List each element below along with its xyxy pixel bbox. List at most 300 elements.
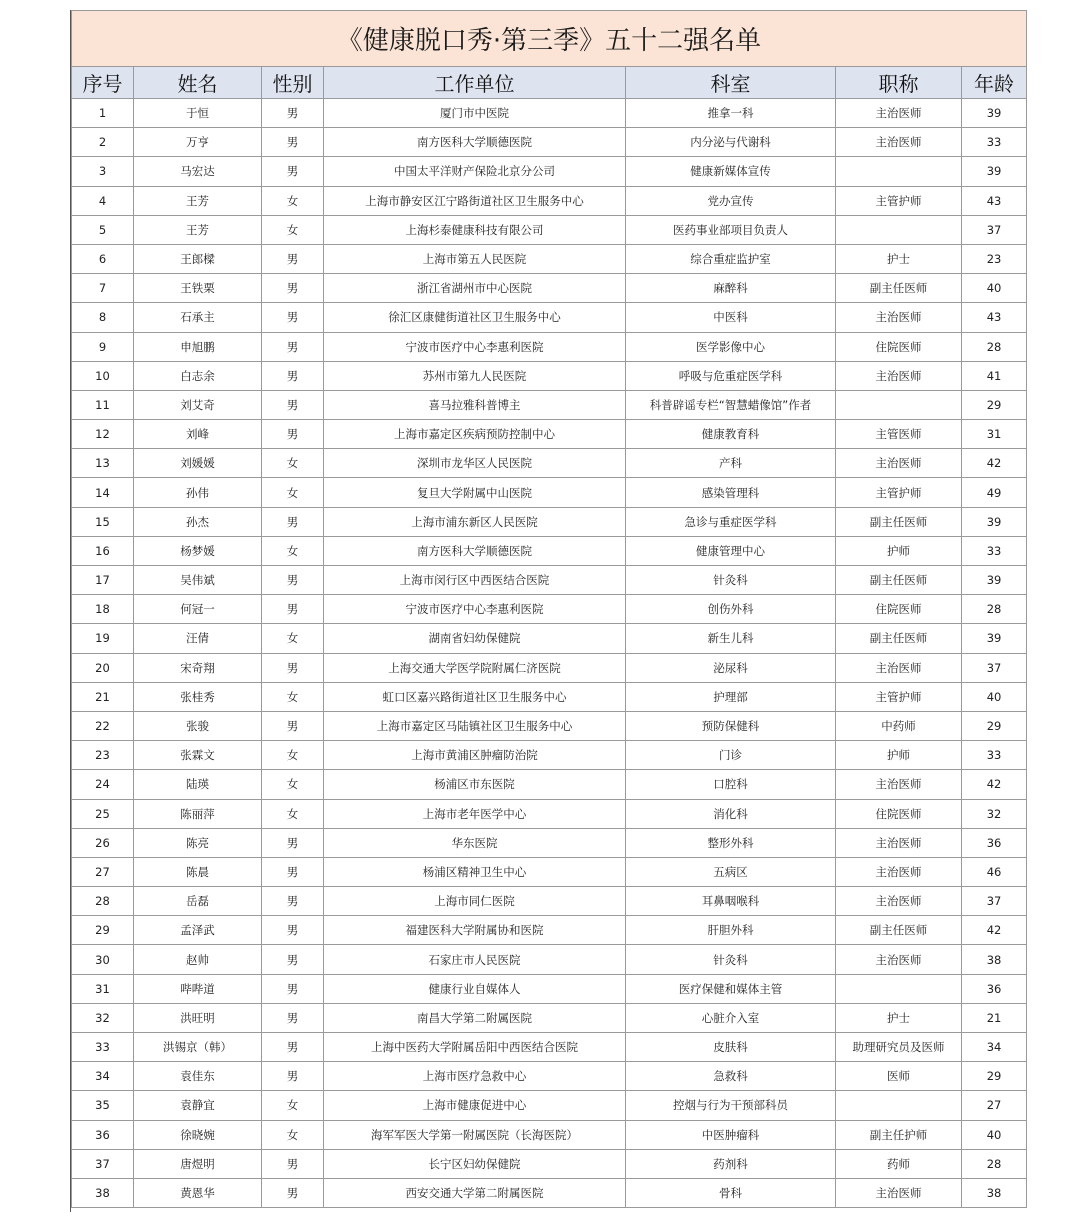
- cell-department: 党办宣传: [626, 186, 836, 215]
- cell-gender: 男: [262, 887, 324, 916]
- cell-gender: 男: [262, 828, 324, 857]
- cell-gender: 女: [262, 1091, 324, 1120]
- table-row: [72, 507, 1027, 536]
- cell-gender: 男: [262, 566, 324, 595]
- cell-index: 29: [72, 916, 134, 945]
- cell-age: 28: [962, 332, 1027, 361]
- table-row: [72, 887, 1027, 916]
- cell-workplace: 健康行业自媒体人: [324, 974, 626, 1003]
- table-row: [72, 1091, 1027, 1120]
- cell-name: 马宏达: [134, 157, 262, 186]
- cell-gender: 男: [262, 1062, 324, 1091]
- cell-workplace: 徐汇区康健街道社区卫生服务中心: [324, 303, 626, 332]
- cell-index: 28: [72, 887, 134, 916]
- cell-title: 主管护师: [836, 682, 962, 711]
- cell-workplace: 长宁区妇幼保健院: [324, 1149, 626, 1178]
- cell-title: 副主任医师: [836, 624, 962, 653]
- cell-title: [836, 157, 962, 186]
- cell-department: 医学影像中心: [626, 332, 836, 361]
- cell-workplace: 厦门市中医院: [324, 99, 626, 128]
- cell-index: 17: [72, 566, 134, 595]
- cell-age: 37: [962, 887, 1027, 916]
- cell-department: 呼吸与危重症医学科: [626, 361, 836, 390]
- cell-name: 杨梦媛: [134, 536, 262, 565]
- cell-gender: 女: [262, 449, 324, 478]
- cell-department: 急救科: [626, 1062, 836, 1091]
- cell-name: 刘艾奇: [134, 390, 262, 419]
- cell-age: 31: [962, 420, 1027, 449]
- cell-title: 护师: [836, 741, 962, 770]
- cell-workplace: 上海交通大学医学院附属仁济医院: [324, 653, 626, 682]
- cell-name: 孙伟: [134, 478, 262, 507]
- cell-title: 住院医师: [836, 799, 962, 828]
- cell-department: 感染管理科: [626, 478, 836, 507]
- cell-name: 张霖文: [134, 741, 262, 770]
- cell-name: 于恒: [134, 99, 262, 128]
- cell-department: 门诊: [626, 741, 836, 770]
- cell-department: 药剂科: [626, 1149, 836, 1178]
- table-row: [72, 1033, 1027, 1062]
- header-age: 年龄: [962, 67, 1027, 99]
- cell-gender: 男: [262, 332, 324, 361]
- cell-title: 护师: [836, 536, 962, 565]
- cell-title: [836, 1091, 962, 1120]
- cell-department: 推拿一科: [626, 99, 836, 128]
- cell-gender: 男: [262, 274, 324, 303]
- cell-title: 主治医师: [836, 828, 962, 857]
- cell-department: 产科: [626, 449, 836, 478]
- cell-gender: 女: [262, 186, 324, 215]
- cell-gender: 男: [262, 945, 324, 974]
- cell-department: 皮肤科: [626, 1033, 836, 1062]
- cell-workplace: 海军军医大学第一附属医院（长海医院）: [324, 1120, 626, 1149]
- table-row: [72, 536, 1027, 565]
- cell-name: 申旭鹏: [134, 332, 262, 361]
- cell-gender: 男: [262, 99, 324, 128]
- cell-title: 主治医师: [836, 653, 962, 682]
- cell-department: 口腔科: [626, 770, 836, 799]
- cell-workplace: 虹口区嘉兴路街道社区卫生服务中心: [324, 682, 626, 711]
- cell-gender: 男: [262, 1033, 324, 1062]
- cell-index: 27: [72, 857, 134, 886]
- cell-index: 37: [72, 1149, 134, 1178]
- cell-workplace: 杨浦区市东医院: [324, 770, 626, 799]
- cell-gender: 女: [262, 1120, 324, 1149]
- cell-department: 心脏介入室: [626, 1003, 836, 1032]
- cell-name: 刘媛媛: [134, 449, 262, 478]
- cell-gender: 男: [262, 157, 324, 186]
- table-row: [72, 682, 1027, 711]
- cell-name: 陆瑛: [134, 770, 262, 799]
- cell-name: 石承主: [134, 303, 262, 332]
- table-row: [72, 449, 1027, 478]
- cell-title: 主管护师: [836, 478, 962, 507]
- cell-age: 41: [962, 361, 1027, 390]
- cell-workplace: 南昌大学第二附属医院: [324, 1003, 626, 1032]
- cell-age: 28: [962, 1149, 1027, 1178]
- cell-age: 29: [962, 711, 1027, 740]
- cell-department: 中医科: [626, 303, 836, 332]
- cell-gender: 男: [262, 595, 324, 624]
- cell-age: 28: [962, 595, 1027, 624]
- cell-name: 王铁栗: [134, 274, 262, 303]
- cell-department: 骨科: [626, 1178, 836, 1207]
- table-row: [72, 157, 1027, 186]
- table-row: [72, 128, 1027, 157]
- table-row: [72, 244, 1027, 273]
- cell-age: 42: [962, 770, 1027, 799]
- table-row: [72, 274, 1027, 303]
- cell-title: 主治医师: [836, 1178, 962, 1207]
- cell-gender: 女: [262, 741, 324, 770]
- cell-index: 25: [72, 799, 134, 828]
- table-row: [72, 1062, 1027, 1091]
- cell-name: 何冠一: [134, 595, 262, 624]
- cell-index: 7: [72, 274, 134, 303]
- cell-name: 万亨: [134, 128, 262, 157]
- cell-name: 袁静宜: [134, 1091, 262, 1120]
- cell-title: 主治医师: [836, 99, 962, 128]
- cell-workplace: 苏州市第九人民医院: [324, 361, 626, 390]
- cell-workplace: 喜马拉雅科普博主: [324, 390, 626, 419]
- cell-gender: 男: [262, 128, 324, 157]
- cell-department: 针灸科: [626, 566, 836, 595]
- cell-index: 5: [72, 215, 134, 244]
- cell-index: 9: [72, 332, 134, 361]
- cell-gender: 女: [262, 478, 324, 507]
- cell-index: 26: [72, 828, 134, 857]
- cell-index: 20: [72, 653, 134, 682]
- cell-age: 27: [962, 1091, 1027, 1120]
- table-row: [72, 420, 1027, 449]
- cell-gender: 男: [262, 653, 324, 682]
- table-row: [72, 303, 1027, 332]
- cell-index: 18: [72, 595, 134, 624]
- cell-gender: 女: [262, 799, 324, 828]
- cell-age: 23: [962, 244, 1027, 273]
- cell-age: 33: [962, 536, 1027, 565]
- cell-name: 徐晓婉: [134, 1120, 262, 1149]
- cell-age: 21: [962, 1003, 1027, 1032]
- cell-name: 洪旺明: [134, 1003, 262, 1032]
- cell-gender: 女: [262, 682, 324, 711]
- cell-age: 34: [962, 1033, 1027, 1062]
- cell-department: 急诊与重症医学科: [626, 507, 836, 536]
- cell-workplace: 上海中医药大学附属岳阳中西医结合医院: [324, 1033, 626, 1062]
- table-row: [72, 1120, 1027, 1149]
- cell-age: 37: [962, 215, 1027, 244]
- cell-age: 39: [962, 566, 1027, 595]
- cell-workplace: 南方医科大学顺德医院: [324, 128, 626, 157]
- cell-gender: 男: [262, 1178, 324, 1207]
- cell-name: 孙杰: [134, 507, 262, 536]
- cell-department: 耳鼻咽喉科: [626, 887, 836, 916]
- cell-department: 消化科: [626, 799, 836, 828]
- header-title: 职称: [836, 67, 962, 99]
- cell-name: 王芳: [134, 186, 262, 215]
- table-row: [72, 186, 1027, 215]
- table-row: [72, 624, 1027, 653]
- cell-gender: 男: [262, 916, 324, 945]
- cell-gender: 男: [262, 361, 324, 390]
- cell-age: 36: [962, 974, 1027, 1003]
- cell-age: 33: [962, 128, 1027, 157]
- cell-index: 34: [72, 1062, 134, 1091]
- cell-workplace: 宁波市医疗中心李惠利医院: [324, 595, 626, 624]
- cell-name: 张桂秀: [134, 682, 262, 711]
- cell-name: 哔哔道: [134, 974, 262, 1003]
- cell-gender: 男: [262, 974, 324, 1003]
- cell-title: 主管护师: [836, 186, 962, 215]
- cell-index: 14: [72, 478, 134, 507]
- cell-workplace: 上海市静安区江宁路街道社区卫生服务中心: [324, 186, 626, 215]
- cell-title: 助理研究员及医师: [836, 1033, 962, 1062]
- cell-age: 40: [962, 274, 1027, 303]
- cell-department: 创伤外科: [626, 595, 836, 624]
- cell-title: 住院医师: [836, 332, 962, 361]
- cell-title: 副主任医师: [836, 566, 962, 595]
- cell-index: 24: [72, 770, 134, 799]
- cell-index: 10: [72, 361, 134, 390]
- cell-index: 31: [72, 974, 134, 1003]
- cell-age: 29: [962, 390, 1027, 419]
- spreadsheet: [71, 10, 1026, 1208]
- cell-workplace: 湖南省妇幼保健院: [324, 624, 626, 653]
- cell-workplace: 南方医科大学顺德医院: [324, 536, 626, 565]
- cell-age: 39: [962, 624, 1027, 653]
- cell-age: 40: [962, 682, 1027, 711]
- cell-age: 42: [962, 916, 1027, 945]
- cell-workplace: 复旦大学附属中山医院: [324, 478, 626, 507]
- cell-age: 36: [962, 828, 1027, 857]
- cell-name: 宋奇翔: [134, 653, 262, 682]
- cell-workplace: 华东医院: [324, 828, 626, 857]
- cell-department: 内分泌与代谢科: [626, 128, 836, 157]
- header-name: 姓名: [134, 67, 262, 99]
- table-row: [72, 916, 1027, 945]
- cell-gender: 男: [262, 1149, 324, 1178]
- cell-index: 6: [72, 244, 134, 273]
- cell-name: 洪锡京（韩）: [134, 1033, 262, 1062]
- table-row: [72, 99, 1027, 128]
- cell-title: 主治医师: [836, 770, 962, 799]
- table-row: [72, 1149, 1027, 1178]
- cell-title: 主治医师: [836, 303, 962, 332]
- table-row: [72, 1178, 1027, 1207]
- cell-age: 40: [962, 1120, 1027, 1149]
- table-row: [72, 799, 1027, 828]
- cell-age: 38: [962, 945, 1027, 974]
- cell-index: 1: [72, 99, 134, 128]
- cell-title: [836, 974, 962, 1003]
- cell-workplace: 福建医科大学附属协和医院: [324, 916, 626, 945]
- cell-index: 3: [72, 157, 134, 186]
- table-row: [72, 215, 1027, 244]
- cell-index: 21: [72, 682, 134, 711]
- cell-department: 肝胆外科: [626, 916, 836, 945]
- cell-age: 46: [962, 857, 1027, 886]
- cell-workplace: 中国太平洋财产保险北京分公司: [324, 157, 626, 186]
- cell-gender: 女: [262, 770, 324, 799]
- cell-department: 健康管理中心: [626, 536, 836, 565]
- table-row: [72, 566, 1027, 595]
- table-row: [72, 390, 1027, 419]
- cell-workplace: 上海市医疗急救中心: [324, 1062, 626, 1091]
- cell-workplace: 上海市老年医学中心: [324, 799, 626, 828]
- table-row: [72, 711, 1027, 740]
- cell-department: 医药事业部项目负责人: [626, 215, 836, 244]
- cell-department: 泌尿科: [626, 653, 836, 682]
- header-department: 科室: [626, 67, 836, 99]
- cell-department: 预防保健科: [626, 711, 836, 740]
- header-workplace: 工作单位: [324, 67, 626, 99]
- cell-title: 护士: [836, 1003, 962, 1032]
- table-row: [72, 974, 1027, 1003]
- cell-index: 38: [72, 1178, 134, 1207]
- cell-age: 33: [962, 741, 1027, 770]
- table-row: [72, 857, 1027, 886]
- cell-title: 副主任医师: [836, 274, 962, 303]
- cell-title: [836, 390, 962, 419]
- cell-gender: 男: [262, 420, 324, 449]
- cell-index: 30: [72, 945, 134, 974]
- cell-workplace: 杨浦区精神卫生中心: [324, 857, 626, 886]
- cell-title: 主治医师: [836, 857, 962, 886]
- table-row: [72, 741, 1027, 770]
- cell-age: 37: [962, 653, 1027, 682]
- table-row: [72, 1003, 1027, 1032]
- cell-department: 中医肿瘤科: [626, 1120, 836, 1149]
- cell-title: 副主任护师: [836, 1120, 962, 1149]
- cell-name: 吴伟斌: [134, 566, 262, 595]
- cell-age: 39: [962, 157, 1027, 186]
- cell-name: 王芳: [134, 215, 262, 244]
- cell-index: 19: [72, 624, 134, 653]
- cell-title: 主治医师: [836, 887, 962, 916]
- cell-name: 白志余: [134, 361, 262, 390]
- cell-name: 孟泽武: [134, 916, 262, 945]
- cell-workplace: 上海市黄浦区肿瘤防治院: [324, 741, 626, 770]
- cell-gender: 男: [262, 507, 324, 536]
- cell-gender: 男: [262, 857, 324, 886]
- cell-name: 王郎樑: [134, 244, 262, 273]
- cell-index: 35: [72, 1091, 134, 1120]
- cell-title: 主治医师: [836, 128, 962, 157]
- cell-name: 刘峰: [134, 420, 262, 449]
- cell-index: 33: [72, 1033, 134, 1062]
- cell-name: 岳磊: [134, 887, 262, 916]
- cell-name: 袁佳东: [134, 1062, 262, 1091]
- cell-index: 16: [72, 536, 134, 565]
- cell-index: 4: [72, 186, 134, 215]
- cell-index: 12: [72, 420, 134, 449]
- sheet-title: 《健康脱口秀·第三季》五十二强名单: [72, 11, 1027, 67]
- cell-title: 医师: [836, 1062, 962, 1091]
- cell-age: 32: [962, 799, 1027, 828]
- cell-workplace: 上海市同仁医院: [324, 887, 626, 916]
- cell-name: 陈丽萍: [134, 799, 262, 828]
- cell-index: 15: [72, 507, 134, 536]
- cell-department: 护理部: [626, 682, 836, 711]
- cell-index: 13: [72, 449, 134, 478]
- cell-age: 42: [962, 449, 1027, 478]
- cell-department: 新生儿科: [626, 624, 836, 653]
- cell-workplace: 上海市嘉定区疾病预防控制中心: [324, 420, 626, 449]
- cell-department: 麻醉科: [626, 274, 836, 303]
- cell-gender: 男: [262, 244, 324, 273]
- header-row: [72, 67, 1027, 99]
- table-row: [72, 595, 1027, 624]
- cell-age: 43: [962, 186, 1027, 215]
- cell-gender: 女: [262, 215, 324, 244]
- cell-workplace: 西安交通大学第二附属医院: [324, 1178, 626, 1207]
- cell-workplace: 上海市闵行区中西医结合医院: [324, 566, 626, 595]
- cell-department: 控烟与行为干预部科员: [626, 1091, 836, 1120]
- name-list-table: [71, 10, 1027, 1208]
- cell-index: 8: [72, 303, 134, 332]
- cell-age: 43: [962, 303, 1027, 332]
- cell-department: 五病区: [626, 857, 836, 886]
- table-row: [72, 653, 1027, 682]
- cell-title: 住院医师: [836, 595, 962, 624]
- header-gender: 性别: [262, 67, 324, 99]
- cell-name: 唐煜明: [134, 1149, 262, 1178]
- cell-department: 医疗保健和媒体主管: [626, 974, 836, 1003]
- cell-title: 副主任医师: [836, 507, 962, 536]
- cell-name: 赵帅: [134, 945, 262, 974]
- cell-workplace: 上海杉泰健康科技有限公司: [324, 215, 626, 244]
- cell-title: 主管医师: [836, 420, 962, 449]
- header-index: 序号: [72, 67, 134, 99]
- cell-department: 健康教育科: [626, 420, 836, 449]
- cell-name: 张骏: [134, 711, 262, 740]
- cell-workplace: 浙江省湖州市中心医院: [324, 274, 626, 303]
- cell-title: 副主任医师: [836, 916, 962, 945]
- cell-name: 黄恩华: [134, 1178, 262, 1207]
- cell-title: 护士: [836, 244, 962, 273]
- cell-age: 39: [962, 507, 1027, 536]
- cell-name: 陈亮: [134, 828, 262, 857]
- cell-gender: 男: [262, 1003, 324, 1032]
- cell-department: 针灸科: [626, 945, 836, 974]
- title-row: [72, 11, 1027, 67]
- cell-index: 36: [72, 1120, 134, 1149]
- cell-age: 49: [962, 478, 1027, 507]
- cell-department: 健康新媒体宣传: [626, 157, 836, 186]
- cell-department: 科普辟谣专栏“智慧蜡像馆”作者: [626, 390, 836, 419]
- cell-index: 2: [72, 128, 134, 157]
- table-row: [72, 770, 1027, 799]
- cell-index: 11: [72, 390, 134, 419]
- cell-index: 23: [72, 741, 134, 770]
- cell-gender: 男: [262, 711, 324, 740]
- table-row: [72, 828, 1027, 857]
- cell-title: 中药师: [836, 711, 962, 740]
- cell-gender: 男: [262, 303, 324, 332]
- cell-title: 主治医师: [836, 449, 962, 478]
- cell-workplace: 上海市健康促进中心: [324, 1091, 626, 1120]
- table-row: [72, 478, 1027, 507]
- cell-workplace: 上海市第五人民医院: [324, 244, 626, 273]
- cell-gender: 女: [262, 536, 324, 565]
- cell-index: 32: [72, 1003, 134, 1032]
- cell-workplace: 上海市嘉定区马陆镇社区卫生服务中心: [324, 711, 626, 740]
- cell-workplace: 深圳市龙华区人民医院: [324, 449, 626, 478]
- cell-workplace: 石家庄市人民医院: [324, 945, 626, 974]
- cell-department: 整形外科: [626, 828, 836, 857]
- cell-workplace: 上海市浦东新区人民医院: [324, 507, 626, 536]
- cell-age: 39: [962, 99, 1027, 128]
